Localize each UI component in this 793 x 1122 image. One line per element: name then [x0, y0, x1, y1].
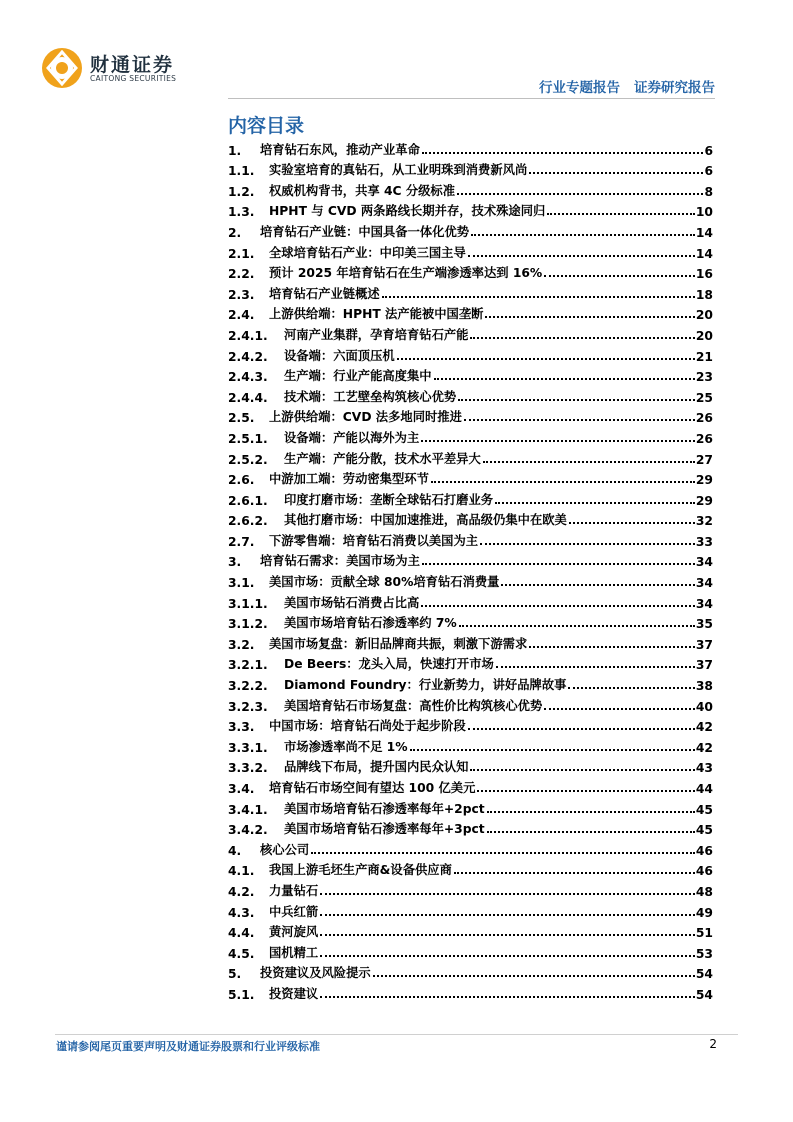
toc-leader-dots	[568, 687, 694, 689]
toc-entry-title: 我国上游毛坯生产商&设备供应商	[269, 863, 452, 878]
toc-leader-dots	[320, 996, 695, 998]
toc-entry-title: 中游加工端：劳动密集型环节	[269, 472, 429, 487]
toc-entry-number: 4.4.	[228, 926, 255, 941]
table-of-contents	[228, 137, 713, 1002]
toc-entry-page: 48	[695, 884, 713, 899]
toc-entry[interactable]	[228, 261, 713, 282]
toc-leader-dots	[483, 461, 695, 463]
toc-entry-page: 35	[695, 617, 713, 632]
toc-leader-dots	[544, 275, 695, 277]
toc-entry-number: 2.4.2.	[228, 349, 268, 364]
toc-entry-title: 全球培育钻石产业：中印美三国主导	[269, 245, 466, 260]
toc-leader-dots	[397, 358, 695, 360]
toc-entry[interactable]	[228, 467, 713, 488]
toc-entry-page: 20	[695, 328, 713, 343]
toc-entry-number: 3.1.1.	[228, 596, 268, 611]
toc-leader-dots	[421, 605, 695, 607]
toc-entry-title: 美国市场钻石消费占比高	[284, 595, 420, 610]
toc-entry[interactable]	[228, 322, 713, 343]
toc-entry-page: 43	[695, 761, 713, 776]
toc-leader-dots	[471, 234, 695, 236]
toc-leader-dots	[421, 440, 695, 442]
toc-entry-page: 26	[695, 411, 713, 426]
toc-entry-number: 2.3.	[228, 287, 255, 302]
toc-entry[interactable]	[228, 755, 713, 776]
toc-entry-page: 23	[695, 370, 713, 385]
toc-entry-title: 投资建议	[269, 986, 319, 1001]
toc-entry-number: 3.2.1.	[228, 658, 268, 673]
toc-leader-dots	[544, 708, 695, 710]
toc-entry-page: 32	[695, 514, 713, 529]
toc-entry[interactable]	[228, 343, 713, 364]
toc-entry[interactable]	[228, 281, 713, 302]
toc-entry[interactable]	[228, 631, 713, 652]
toc-entry[interactable]	[228, 714, 713, 735]
toc-entry-number: 4.3.	[228, 905, 255, 920]
toc-entry-number: 1.3.	[228, 205, 255, 220]
toc-leader-dots	[373, 975, 695, 977]
toc-entry-page: 14	[695, 246, 713, 261]
toc-title: 内容目录	[228, 115, 305, 137]
toc-leader-dots	[496, 666, 695, 668]
toc-entry-number: 3.2.	[228, 637, 255, 652]
toc-entry-title: 力量钻石	[269, 883, 319, 898]
toc-entry-number: 2.5.	[228, 411, 255, 426]
toc-entry[interactable]	[228, 508, 713, 529]
toc-entry-title: 下游零售端：培育钻石消费以美国为主	[269, 533, 479, 548]
toc-entry[interactable]	[228, 487, 713, 508]
toc-entry[interactable]	[228, 528, 713, 549]
toc-entry-title: 预计 2025 年培育钻石在生产端渗透率达到 16%	[269, 266, 543, 281]
toc-entry-page: 20	[695, 308, 713, 323]
toc-leader-dots	[410, 749, 695, 751]
toc-entry[interactable]	[228, 219, 713, 240]
toc-entry-number: 4.	[228, 843, 242, 858]
toc-leader-dots	[470, 769, 694, 771]
toc-entry-number: 3.2.2.	[228, 679, 268, 694]
toc-entry[interactable]	[228, 981, 713, 1002]
toc-entry-number: 2.6.	[228, 473, 255, 488]
toc-leader-dots	[547, 213, 695, 215]
toc-entry-number: 4.2.	[228, 884, 255, 899]
brand-name-cn: 财通证券	[90, 54, 175, 76]
toc-leader-dots	[501, 584, 694, 586]
toc-entry-page: 6	[704, 143, 713, 158]
toc-entry-page: 45	[695, 802, 713, 817]
toc-entry-title: 美国市场培育钻石渗透率约 7%	[284, 616, 457, 631]
toc-entry-title: 品牌线下布局，提升国内民众认知	[284, 760, 469, 775]
toc-leader-dots	[320, 893, 695, 895]
report-type: 行业专题报告	[539, 80, 620, 96]
toc-entry-title: 黄河旋风	[269, 925, 319, 940]
toc-entry[interactable]	[228, 549, 713, 570]
toc-leader-dots	[422, 563, 695, 565]
toc-entry[interactable]	[228, 899, 713, 920]
toc-entry-number: 3.1.2.	[228, 617, 268, 632]
toc-entry-number: 5.	[228, 967, 242, 982]
toc-leader-dots	[495, 502, 695, 504]
toc-entry-number: 1.	[228, 143, 242, 158]
toc-entry-page: 51	[695, 926, 713, 941]
toc-entry-title: 培育钻石产业链概述	[269, 286, 380, 301]
toc-entry-number: 1.1.	[228, 164, 255, 179]
toc-leader-dots	[470, 337, 694, 339]
toc-entry[interactable]	[228, 364, 713, 385]
toc-entry-title: 投资建议及风险提示	[260, 966, 371, 981]
caitong-logo-icon	[40, 46, 84, 90]
toc-entry-title: 培育钻石需求：美国市场为主	[260, 554, 420, 569]
toc-entry-page: 34	[695, 596, 713, 611]
toc-entry[interactable]	[228, 158, 713, 179]
toc-entry-title: 印度打磨市场：垄断全球钻石打磨业务	[284, 492, 494, 507]
toc-entry-number: 3.4.1.	[228, 802, 268, 817]
toc-entry-number: 3.4.2.	[228, 823, 268, 838]
toc-entry-number: 3.	[228, 555, 242, 570]
toc-entry[interactable]	[228, 425, 713, 446]
toc-entry[interactable]	[228, 817, 713, 838]
toc-leader-dots	[457, 193, 703, 195]
toc-entry-number: 2.4.	[228, 308, 255, 323]
toc-entry-number: 2.4.4.	[228, 390, 268, 405]
toc-entry-title: 权威机构背书，共享 4C 分级标准	[269, 183, 456, 198]
toc-entry-page: 44	[695, 782, 713, 796]
toc-entry[interactable]	[228, 384, 713, 405]
toc-leader-dots	[320, 955, 695, 957]
toc-entry[interactable]	[228, 652, 713, 673]
toc-entry-title: 美国市场复盘：新旧品牌商共振，刺激下游需求	[269, 636, 528, 651]
toc-entry[interactable]	[228, 672, 713, 693]
report-class: 证券研究报告	[634, 80, 715, 96]
toc-entry-page: 33	[695, 534, 713, 549]
toc-entry-number: 2.4.3.	[228, 370, 268, 385]
toc-entry[interactable]	[228, 940, 713, 961]
toc-entry-page: 46	[695, 843, 713, 858]
toc-entry[interactable]	[228, 590, 713, 611]
toc-leader-dots	[454, 872, 695, 874]
toc-entry[interactable]	[228, 405, 713, 426]
toc-entry-title: 其他打磨市场：中国加速推进，高品级仍集中在欧美	[284, 513, 567, 528]
toc-entry-page: 25	[695, 390, 713, 405]
toc-entry[interactable]	[228, 199, 713, 220]
toc-entry-page: 53	[695, 946, 713, 961]
toc-leader-dots	[485, 316, 694, 318]
toc-entry-number: 4.5.	[228, 946, 255, 961]
toc-leader-dots	[487, 811, 695, 813]
toc-leader-dots	[477, 790, 694, 792]
footer-divider	[55, 1034, 738, 1035]
brand-logo	[40, 46, 195, 90]
toc-entry-number: 3.3.1.	[228, 740, 268, 755]
toc-entry-number: 2.6.2.	[228, 514, 268, 529]
toc-entry[interactable]	[228, 137, 713, 158]
toc-leader-dots	[468, 728, 695, 730]
toc-entry[interactable]	[228, 878, 713, 899]
toc-entry-page: 54	[695, 987, 713, 1002]
toc-entry-title: 上游供给端：HPHT 法产能被中国垄断	[269, 307, 484, 322]
toc-entry-number: 2.2.	[228, 267, 255, 282]
toc-entry-page: 27	[695, 452, 713, 467]
toc-entry-number: 1.2.	[228, 184, 255, 199]
toc-entry-title: 国机精工	[269, 945, 319, 960]
toc-entry-title: 美国市场培育钻石渗透率每年+2pct	[284, 801, 485, 816]
toc-entry-page: 34	[695, 576, 713, 591]
toc-entry-number: 3.1.	[228, 576, 255, 591]
toc-entry-title: De Beers：龙头入局，快速打开市场	[284, 657, 494, 672]
toc-entry-title: 实验室培育的真钻石，从工业明珠到消费新风尚	[269, 163, 528, 178]
toc-leader-dots	[529, 172, 703, 174]
toc-entry-number: 3.2.3.	[228, 699, 268, 714]
toc-entry-page: 18	[695, 287, 713, 302]
toc-entry-title: 美国培育钻石市场复盘：高性价比构筑核心优势	[284, 698, 543, 713]
toc-entry-page: 46	[695, 864, 713, 879]
header-divider	[228, 98, 715, 99]
toc-entry-number: 3.3.2.	[228, 761, 268, 776]
toc-entry-page: 42	[695, 740, 713, 755]
toc-entry-number: 2.6.1.	[228, 493, 268, 508]
toc-entry[interactable]	[228, 302, 713, 323]
toc-entry-title: 设备端：产能以海外为主	[284, 430, 420, 445]
toc-leader-dots	[529, 646, 695, 648]
toc-entry-page: 37	[695, 658, 713, 673]
toc-entry[interactable]	[228, 446, 713, 467]
toc-entry-number: 2.1.	[228, 246, 255, 261]
toc-entry-page: 10	[695, 205, 713, 220]
toc-leader-dots	[320, 934, 695, 936]
toc-leader-dots	[320, 914, 695, 916]
toc-leader-dots	[382, 296, 695, 298]
toc-leader-dots	[422, 152, 704, 154]
toc-entry-page: 6	[704, 164, 713, 179]
toc-entry-title: 培育钻石东风，推动产业革命	[260, 142, 420, 157]
toc-entry-title: 生产端：行业产能高度集中	[284, 369, 432, 384]
toc-leader-dots	[487, 831, 695, 833]
toc-leader-dots	[434, 378, 695, 380]
toc-entry-title: 上游供给端：CVD 法多地同时推进	[269, 410, 462, 425]
toc-entry[interactable]	[228, 837, 713, 858]
toc-entry-page: 38	[695, 679, 713, 694]
toc-entry-number: 3.3.	[228, 720, 255, 735]
toc-entry-page: 42	[695, 720, 713, 735]
toc-entry-page: 45	[695, 823, 713, 838]
toc-entry-title: 技术端：工艺壁垒构筑核心优势	[284, 389, 457, 404]
toc-entry-title: 市场渗透率尚不足 1%	[284, 739, 408, 754]
toc-entry[interactable]	[228, 734, 713, 755]
toc-entry-title: Diamond Foundry：行业新势力，讲好品牌故事	[284, 678, 567, 693]
toc-leader-dots	[459, 625, 695, 627]
toc-entry-number: 2.5.1.	[228, 431, 268, 446]
toc-entry-title: 河南产业集群，孕育培育钻石产能	[284, 327, 469, 342]
toc-entry[interactable]	[228, 693, 713, 714]
toc-entry-number: 3.4.	[228, 782, 255, 796]
toc-entry-title: 美国市场：贡献全球 80%培育钻石消费量	[269, 575, 500, 590]
toc-entry-title: 培育钻石产业链：中国具备一体化优势	[260, 224, 470, 239]
toc-entry-number: 2.	[228, 225, 242, 240]
report-header	[539, 76, 715, 96]
toc-entry-number: 2.4.1.	[228, 328, 268, 343]
toc-entry-title: 美国市场培育钻石渗透率每年+3pct	[284, 822, 485, 837]
toc-entry[interactable]	[228, 961, 713, 982]
toc-entry[interactable]	[228, 178, 713, 199]
toc-entry-page: 34	[695, 555, 713, 570]
toc-entry-number: 2.5.2.	[228, 452, 268, 467]
toc-entry[interactable]	[228, 611, 713, 632]
toc-entry-number: 2.7.	[228, 534, 255, 549]
toc-leader-dots	[464, 419, 695, 421]
toc-entry-title: 培育钻石市场空间有望达 100 亿美元	[269, 781, 476, 795]
toc-entry-page: 8	[704, 184, 713, 199]
toc-entry[interactable]	[228, 569, 713, 590]
toc-entry-page: 14	[695, 225, 713, 240]
toc-leader-dots	[480, 543, 695, 545]
toc-entry-page: 37	[695, 637, 713, 652]
toc-entry-page: 40	[695, 699, 713, 714]
toc-entry-page: 29	[695, 493, 713, 508]
toc-leader-dots	[569, 522, 695, 524]
toc-entry-page: 49	[695, 905, 713, 920]
toc-leader-dots	[311, 852, 695, 854]
toc-entry-number: 5.1.	[228, 987, 255, 1002]
toc-entry[interactable]	[228, 920, 713, 941]
toc-entry-page: 54	[695, 967, 713, 982]
toc-entry-page: 16	[695, 267, 713, 282]
brand-name-en: CAITONG SECURITIES	[90, 74, 177, 83]
toc-entry-title: HPHT 与 CVD 两条路线长期并存，技术殊途同归	[269, 204, 546, 219]
toc-entry-title: 核心公司	[260, 842, 310, 857]
footer-disclaimer: 谨请参阅尾页重要声明及财通证券股票和行业评级标准	[56, 1040, 320, 1053]
toc-leader-dots	[468, 255, 695, 257]
toc-leader-dots	[458, 399, 695, 401]
toc-leader-dots	[431, 481, 695, 483]
toc-entry[interactable]	[228, 775, 713, 796]
toc-entry-page: 26	[695, 431, 713, 446]
toc-entry[interactable]	[228, 796, 713, 817]
toc-entry-title: 中兵红箭	[269, 904, 319, 919]
toc-entry[interactable]	[228, 858, 713, 879]
toc-entry-page: 21	[695, 349, 713, 364]
toc-entry-number: 4.1.	[228, 864, 255, 879]
toc-entry[interactable]	[228, 240, 713, 261]
toc-entry-title: 设备端：六面顶压机	[284, 348, 395, 363]
toc-entry-page: 29	[695, 473, 713, 488]
toc-entry-title: 生产端：产能分散，技术水平差异大	[284, 451, 481, 466]
toc-entry-title: 中国市场：培育钻石尚处于起步阶段	[269, 719, 466, 734]
page-number: 2	[709, 1037, 717, 1051]
